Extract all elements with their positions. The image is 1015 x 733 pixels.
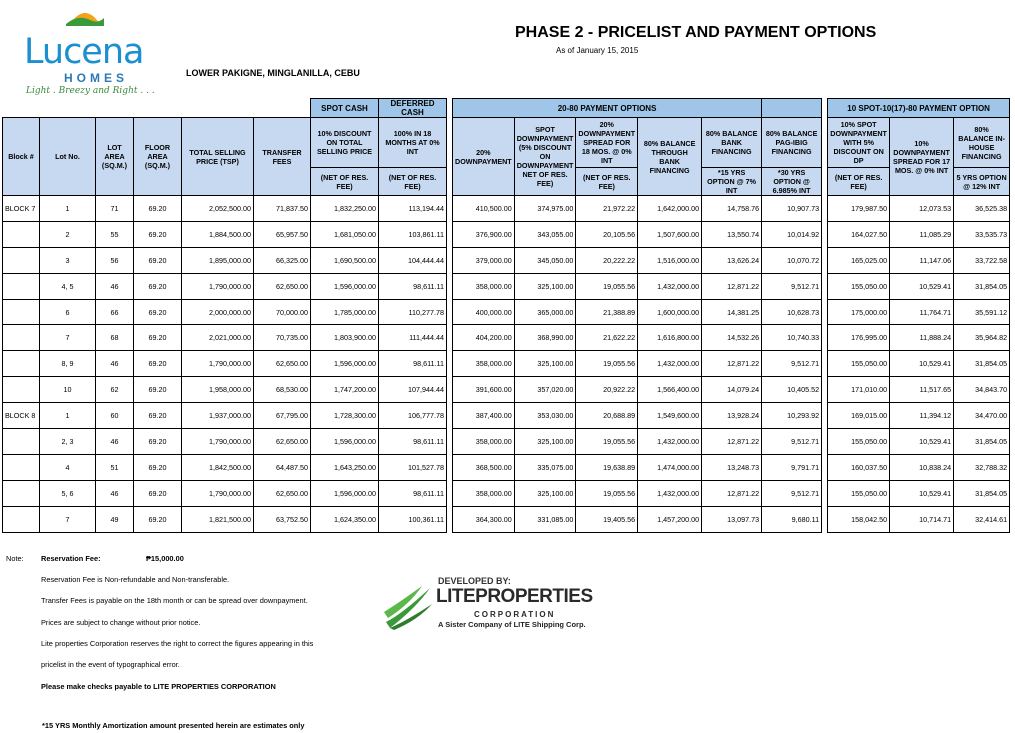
- table-cell: 66: [96, 299, 134, 325]
- table-cell: 71: [96, 196, 134, 222]
- table-cell: 410,500.00: [453, 196, 515, 222]
- table-cell: 62,650.00: [254, 480, 311, 506]
- page-title: PHASE 2 - PRICELIST AND PAYMENT OPTIONS: [515, 24, 877, 41]
- table-cell: 10,529.41: [890, 429, 954, 455]
- table-cell: 165,025.00: [828, 247, 890, 273]
- table-cell: 379,000.00: [453, 247, 515, 273]
- table-cell: 155,050.00: [828, 351, 890, 377]
- table-cell: 1,596,000.00: [311, 480, 379, 506]
- col-spot10: 10% SPOT DOWNPAYMENT WITH 5% DISCOUNT ON DP: [828, 118, 890, 168]
- table-cell: 387,400.00: [453, 403, 515, 429]
- table-cell: 169,015.00: [828, 403, 890, 429]
- table-cell: 13,097.73: [702, 506, 762, 532]
- table-cell: 14,758.76: [702, 196, 762, 222]
- table-cell: 9,512.71: [762, 351, 822, 377]
- table-cell: 10,714.71: [890, 506, 954, 532]
- note-line: Reservation Fee is Non-refundable and Non-transferable.: [41, 575, 230, 584]
- table-cell: 1,596,000.00: [311, 351, 379, 377]
- pricelist-table: [2, 98, 1010, 533]
- table-cell: 2: [40, 221, 96, 247]
- table-cell: 69.20: [134, 480, 182, 506]
- table-cell: 2, 3: [40, 429, 96, 455]
- table-cell: 1,803,900.00: [311, 325, 379, 351]
- table-cell: 10,907.73: [762, 196, 822, 222]
- brand-name: Lucena: [24, 32, 144, 72]
- table-cell: 31,854.05: [954, 351, 1010, 377]
- table-cell: 1,566,400.00: [638, 377, 702, 403]
- table-cell: 69.20: [134, 429, 182, 455]
- table-cell: 103,861.11: [379, 221, 447, 247]
- table-cell: 98,611.11: [379, 480, 447, 506]
- table-cell: [3, 454, 40, 480]
- table-cell: 1,596,000.00: [311, 273, 379, 299]
- table-cell: 46: [96, 273, 134, 299]
- table-cell: 31,854.05: [954, 480, 1010, 506]
- table-cell: 358,000.00: [453, 351, 515, 377]
- reservation-fee-value: ₱15,000.00: [146, 554, 184, 563]
- table-cell: 155,050.00: [828, 273, 890, 299]
- table-cell: 111,444.44: [379, 325, 447, 351]
- sun-logo-icon: [66, 6, 104, 26]
- table-cell: [3, 247, 40, 273]
- table-cell: 1,690,500.00: [311, 247, 379, 273]
- table-cell: 3: [40, 247, 96, 273]
- table-cell: 325,100.00: [514, 429, 576, 455]
- table-cell: 6: [40, 299, 96, 325]
- table-cell: 49: [96, 506, 134, 532]
- developed-by: DEVELOPED BY:: [438, 576, 511, 586]
- col-spot-cash: 10% DISCOUNT ON TOTAL SELLING PRICE: [311, 118, 379, 168]
- table-cell: 65,957.50: [254, 221, 311, 247]
- table-cell: 35,591.12: [954, 299, 1010, 325]
- table-cell: 60: [96, 403, 134, 429]
- table-cell: 1,728,300.00: [311, 403, 379, 429]
- table-cell: 8, 9: [40, 351, 96, 377]
- table-cell: 21,972.22: [576, 196, 638, 222]
- footnote: *15 YRS Monthly Amortization amount presented herein are estimates only: [42, 721, 305, 730]
- table-cell: 1,821,500.00: [182, 506, 254, 532]
- table-cell: 1,432,000.00: [638, 351, 702, 377]
- table-cell: 2,052,500.00: [182, 196, 254, 222]
- table-cell: 1: [40, 196, 96, 222]
- table-cell: 9,512.71: [762, 480, 822, 506]
- table-row: [3, 454, 1010, 480]
- table-cell: 62: [96, 377, 134, 403]
- table-cell: 19,055.56: [576, 351, 638, 377]
- reservation-fee-label: Reservation Fee:: [41, 554, 101, 563]
- table-row: [3, 377, 1010, 403]
- table-cell: 46: [96, 480, 134, 506]
- table-cell: 10: [40, 377, 96, 403]
- group-2080-extra: [762, 99, 822, 118]
- col-dp-spread-note: (NET OF RES. FEE): [576, 168, 638, 196]
- table-cell: 98,611.11: [379, 429, 447, 455]
- table-cell: 12,871.22: [702, 273, 762, 299]
- group-deferred-cash: DEFERRED CASH: [379, 99, 447, 118]
- table-cell: 107,944.44: [379, 377, 447, 403]
- table-cell: 19,405.56: [576, 506, 638, 532]
- table-cell: 10,838.24: [890, 454, 954, 480]
- group-header-row: [3, 99, 1010, 118]
- table-cell: 13,928.24: [702, 403, 762, 429]
- table-cell: [3, 273, 40, 299]
- group-spot-cash: SPOT CASH: [311, 99, 379, 118]
- table-cell: 10,293.92: [762, 403, 822, 429]
- table-cell: 325,100.00: [514, 480, 576, 506]
- table-cell: 404,200.00: [453, 325, 515, 351]
- table-cell: [3, 377, 40, 403]
- table-cell: 110,277.78: [379, 299, 447, 325]
- table-cell: [3, 299, 40, 325]
- table-cell: 1,747,200.00: [311, 377, 379, 403]
- table-cell: 9,512.71: [762, 273, 822, 299]
- table-cell: 46: [96, 351, 134, 377]
- col-bank-fin: 80% BALANCE BANK FINANCING: [702, 118, 762, 168]
- table-cell: 179,987.50: [828, 196, 890, 222]
- table-cell: 1,937,000.00: [182, 403, 254, 429]
- table-cell: 5, 6: [40, 480, 96, 506]
- table-cell: 1: [40, 403, 96, 429]
- table-row: [3, 480, 1010, 506]
- table-cell: 4, 5: [40, 273, 96, 299]
- table-cell: 69.20: [134, 403, 182, 429]
- table-cell: 35,964.82: [954, 325, 1010, 351]
- table-cell: 1,457,200.00: [638, 506, 702, 532]
- table-cell: 12,871.22: [702, 429, 762, 455]
- col-lot-area: LOT AREA (SQ.M.): [96, 118, 134, 196]
- col-bank-fin-note: *15 YRS OPTION @ 7% INT: [702, 168, 762, 196]
- table-cell: 62,650.00: [254, 429, 311, 455]
- table-cell: 364,300.00: [453, 506, 515, 532]
- table-row: [3, 196, 1010, 222]
- group-2080: 20-80 PAYMENT OPTIONS: [453, 99, 762, 118]
- table-cell: 1,790,000.00: [182, 351, 254, 377]
- table-cell: 9,512.71: [762, 429, 822, 455]
- table-row: [3, 299, 1010, 325]
- table-cell: 2,000,000.00: [182, 299, 254, 325]
- table-cell: 10,405.52: [762, 377, 822, 403]
- table-cell: 11,888.24: [890, 325, 954, 351]
- table-cell: 106,777.78: [379, 403, 447, 429]
- table-cell: 101,527.78: [379, 454, 447, 480]
- table-cell: 358,000.00: [453, 480, 515, 506]
- table-cell: 10,014.92: [762, 221, 822, 247]
- table-cell: 67,795.00: [254, 403, 311, 429]
- lucena-homes-logo: [22, 4, 155, 96]
- table-cell: 1,884,500.00: [182, 221, 254, 247]
- table-cell: 155,050.00: [828, 429, 890, 455]
- table-cell: 374,975.00: [514, 196, 576, 222]
- table-cell: 69.20: [134, 273, 182, 299]
- col-spot-cash-note: (NET OF RES. FEE): [311, 168, 379, 196]
- table-cell: 1,432,000.00: [638, 273, 702, 299]
- pricelist-body: [3, 196, 1010, 533]
- table-cell: 70,000.00: [254, 299, 311, 325]
- table-cell: 113,194.44: [379, 196, 447, 222]
- table-cell: 64,487.50: [254, 454, 311, 480]
- table-cell: 368,990.00: [514, 325, 576, 351]
- table-cell: 1,958,000.00: [182, 377, 254, 403]
- table-cell: 325,100.00: [514, 351, 576, 377]
- table-cell: [3, 351, 40, 377]
- table-cell: 171,010.00: [828, 377, 890, 403]
- table-cell: [3, 506, 40, 532]
- table-cell: 10,628.73: [762, 299, 822, 325]
- table-cell: 1,549,600.00: [638, 403, 702, 429]
- col-spot10-note: (NET OF RES. FEE): [828, 168, 890, 196]
- brand-sub: HOMES: [64, 71, 129, 85]
- col-inhouse: 80% BALANCE IN-HOUSE FINANCING: [954, 118, 1010, 168]
- col-floor-area: FLOOR AREA (SQ.M.): [134, 118, 182, 196]
- table-cell: 1,600,000.00: [638, 299, 702, 325]
- group-1080: 10 SPOT-10(17)-80 PAYMENT OPTION: [828, 99, 1010, 118]
- table-cell: 400,000.00: [453, 299, 515, 325]
- table-cell: BLOCK 7: [3, 196, 40, 222]
- table-cell: 20,222.22: [576, 247, 638, 273]
- note-line: Transfer Fees is payable on the 18th month or can be spread over downpayment.: [41, 596, 308, 605]
- table-cell: 69.20: [134, 377, 182, 403]
- table-cell: 175,000.00: [828, 299, 890, 325]
- table-cell: 376,900.00: [453, 221, 515, 247]
- table-row: [3, 403, 1010, 429]
- table-cell: 1,642,000.00: [638, 196, 702, 222]
- table-cell: 1,790,000.00: [182, 480, 254, 506]
- table-cell: 1,474,000.00: [638, 454, 702, 480]
- table-cell: 21,622.22: [576, 325, 638, 351]
- table-cell: 358,000.00: [453, 429, 515, 455]
- table-cell: 34,470.00: [954, 403, 1010, 429]
- note-label: Note:: [6, 554, 24, 563]
- col-deferred-note: (NET OF RES. FEE): [379, 168, 447, 196]
- table-cell: 1,895,000.00: [182, 247, 254, 273]
- table-cell: 7: [40, 325, 96, 351]
- table-cell: 1,596,000.00: [311, 429, 379, 455]
- table-row: [3, 325, 1010, 351]
- table-cell: 357,020.00: [514, 377, 576, 403]
- table-cell: 11,085.29: [890, 221, 954, 247]
- table-cell: 69.20: [134, 196, 182, 222]
- table-cell: 345,050.00: [514, 247, 576, 273]
- table-cell: 71,837.50: [254, 196, 311, 222]
- table-cell: 69.20: [134, 506, 182, 532]
- table-cell: 365,000.00: [514, 299, 576, 325]
- table-cell: 10,529.41: [890, 480, 954, 506]
- table-cell: 55: [96, 221, 134, 247]
- table-cell: 69.20: [134, 325, 182, 351]
- table-cell: 70,735.00: [254, 325, 311, 351]
- table-cell: 1,790,000.00: [182, 429, 254, 455]
- leaf-logo-icon: [382, 584, 434, 630]
- col-tsp: TOTAL SELLING PRICE (TSP): [182, 118, 254, 196]
- col-inhouse-note: 5 YRS OPTION @ 12% INT: [954, 168, 1010, 196]
- col-spot-dp: SPOT DOWNPAYMENT (5% DISCOUNT ON DOWNPAYMENT NET OF RES. FEE): [514, 118, 576, 196]
- table-row: [3, 429, 1010, 455]
- table-cell: 1,832,250.00: [311, 196, 379, 222]
- table-cell: 10,529.41: [890, 273, 954, 299]
- table-cell: 158,042.50: [828, 506, 890, 532]
- brand-tagline: Light . Breezy and Right . . .: [26, 86, 155, 96]
- table-cell: 10,529.41: [890, 351, 954, 377]
- table-cell: BLOCK 8: [3, 403, 40, 429]
- table-cell: 68: [96, 325, 134, 351]
- table-cell: 13,248.73: [702, 454, 762, 480]
- col-pagibig: 80% BALANCE PAG-IBIG FINANCING: [762, 118, 822, 168]
- table-cell: 33,722.58: [954, 247, 1010, 273]
- table-cell: 1,616,800.00: [638, 325, 702, 351]
- table-cell: 56: [96, 247, 134, 273]
- table-cell: 36,525.38: [954, 196, 1010, 222]
- table-cell: 13,626.24: [702, 247, 762, 273]
- table-cell: 9,791.71: [762, 454, 822, 480]
- table-cell: 19,055.56: [576, 480, 638, 506]
- table-cell: 1,432,000.00: [638, 429, 702, 455]
- table-cell: 19,638.89: [576, 454, 638, 480]
- location: LOWER PAKIGNE, MINGLANILLA, CEBU: [186, 68, 360, 78]
- table-cell: 32,788.32: [954, 454, 1010, 480]
- table-cell: 33,535.73: [954, 221, 1010, 247]
- table-cell: 368,500.00: [453, 454, 515, 480]
- table-cell: 98,611.11: [379, 351, 447, 377]
- developer-logo: [382, 574, 612, 634]
- table-cell: 69.20: [134, 454, 182, 480]
- table-cell: 9,680.11: [762, 506, 822, 532]
- table-cell: 2,021,000.00: [182, 325, 254, 351]
- as-of-date: As of January 15, 2015: [556, 46, 639, 55]
- table-cell: 1,842,500.00: [182, 454, 254, 480]
- table-cell: 98,611.11: [379, 273, 447, 299]
- table-cell: [3, 429, 40, 455]
- table-cell: 176,995.00: [828, 325, 890, 351]
- table-cell: 11,147.06: [890, 247, 954, 273]
- table-cell: 353,030.00: [514, 403, 576, 429]
- table-cell: 160,037.50: [828, 454, 890, 480]
- table-cell: 19,055.56: [576, 273, 638, 299]
- column-header-row: [3, 118, 1010, 168]
- table-cell: [3, 480, 40, 506]
- table-row: [3, 221, 1010, 247]
- table-cell: 155,050.00: [828, 480, 890, 506]
- table-cell: 11,517.65: [890, 377, 954, 403]
- col-dp10: 10% DOWNPAYMENT SPREAD FOR 17 MOS. @ 0% INT: [890, 118, 954, 196]
- col-block: Block #: [3, 118, 40, 196]
- table-cell: 1,432,000.00: [638, 480, 702, 506]
- table-cell: 343,055.00: [514, 221, 576, 247]
- developer-sister: A Sister Company of LITE Shipping Corp.: [438, 620, 586, 629]
- table-cell: 69.20: [134, 351, 182, 377]
- table-cell: 1,785,000.00: [311, 299, 379, 325]
- table-cell: 335,075.00: [514, 454, 576, 480]
- table-cell: 1,681,050.00: [311, 221, 379, 247]
- table-cell: 69.20: [134, 221, 182, 247]
- table-cell: 69.20: [134, 299, 182, 325]
- table-cell: 11,394.12: [890, 403, 954, 429]
- table-cell: [3, 221, 40, 247]
- note-line: Lite properties Corporation reserves the right to correct the figures appearing in this: [41, 639, 314, 648]
- col-dp20: 20% DOWNPAYMENT: [453, 118, 515, 196]
- table-cell: 391,600.00: [453, 377, 515, 403]
- table-cell: 14,079.24: [702, 377, 762, 403]
- note-line: pricelist in the event of typographical error.: [41, 660, 180, 669]
- table-cell: 19,055.56: [576, 429, 638, 455]
- table-cell: 1,507,600.00: [638, 221, 702, 247]
- table-cell: 21,388.89: [576, 299, 638, 325]
- table-cell: 31,854.05: [954, 429, 1010, 455]
- table-cell: 32,414.61: [954, 506, 1010, 532]
- table-cell: 14,381.25: [702, 299, 762, 325]
- table-row: [3, 351, 1010, 377]
- table-cell: 12,073.53: [890, 196, 954, 222]
- col-dp-spread: 20% DOWNPAYMENT SPREAD FOR 18 MOS. @ 0% INT: [576, 118, 638, 168]
- table-cell: 11,764.71: [890, 299, 954, 325]
- table-cell: 1,624,350.00: [311, 506, 379, 532]
- table-cell: 10,070.72: [762, 247, 822, 273]
- table-cell: 1,516,000.00: [638, 247, 702, 273]
- table-cell: 100,361.11: [379, 506, 447, 532]
- table-cell: 4: [40, 454, 96, 480]
- table-cell: 62,650.00: [254, 273, 311, 299]
- table-cell: 10,740.33: [762, 325, 822, 351]
- table-cell: 331,085.00: [514, 506, 576, 532]
- table-cell: 14,532.26: [702, 325, 762, 351]
- table-cell: 164,027.50: [828, 221, 890, 247]
- col-bank: 80% BALANCE THROUGH BANK FINANCING: [638, 118, 702, 196]
- table-cell: 62,650.00: [254, 351, 311, 377]
- table-cell: 68,530.00: [254, 377, 311, 403]
- table-cell: 63,752.50: [254, 506, 311, 532]
- table-cell: 66,325.00: [254, 247, 311, 273]
- developer-name: LITEPROPERTIES: [436, 586, 593, 607]
- table-cell: 31,854.05: [954, 273, 1010, 299]
- table-cell: 13,550.74: [702, 221, 762, 247]
- table-cell: 69.20: [134, 247, 182, 273]
- table-cell: 20,105.56: [576, 221, 638, 247]
- table-cell: 7: [40, 506, 96, 532]
- col-deferred: 100% IN 18 MONTHS AT 0% INT: [379, 118, 447, 168]
- table-cell: 12,871.22: [702, 351, 762, 377]
- table-cell: 325,100.00: [514, 273, 576, 299]
- table-cell: 1,643,250.00: [311, 454, 379, 480]
- developer-corp: CORPORATION: [474, 610, 556, 619]
- table-cell: 20,688.89: [576, 403, 638, 429]
- table-cell: 34,843.70: [954, 377, 1010, 403]
- table-row: [3, 506, 1010, 532]
- col-pagibig-note: *30 YRS OPTION @ 6.985% INT: [762, 168, 822, 196]
- table-cell: 46: [96, 429, 134, 455]
- table-row: [3, 247, 1010, 273]
- note-line: Prices are subject to change without prior notice.: [41, 618, 201, 627]
- table-row: [3, 273, 1010, 299]
- table-cell: 20,922.22: [576, 377, 638, 403]
- table-cell: [3, 325, 40, 351]
- note-line: Please make checks payable to LITE PROPERTIES CORPORATION: [41, 682, 276, 691]
- table-cell: 12,871.22: [702, 480, 762, 506]
- col-transfer: TRANSFER FEES: [254, 118, 311, 196]
- table-cell: 104,444.44: [379, 247, 447, 273]
- table-cell: 51: [96, 454, 134, 480]
- table-cell: 1,790,000.00: [182, 273, 254, 299]
- table-cell: 358,000.00: [453, 273, 515, 299]
- col-lot: Lot No.: [40, 118, 96, 196]
